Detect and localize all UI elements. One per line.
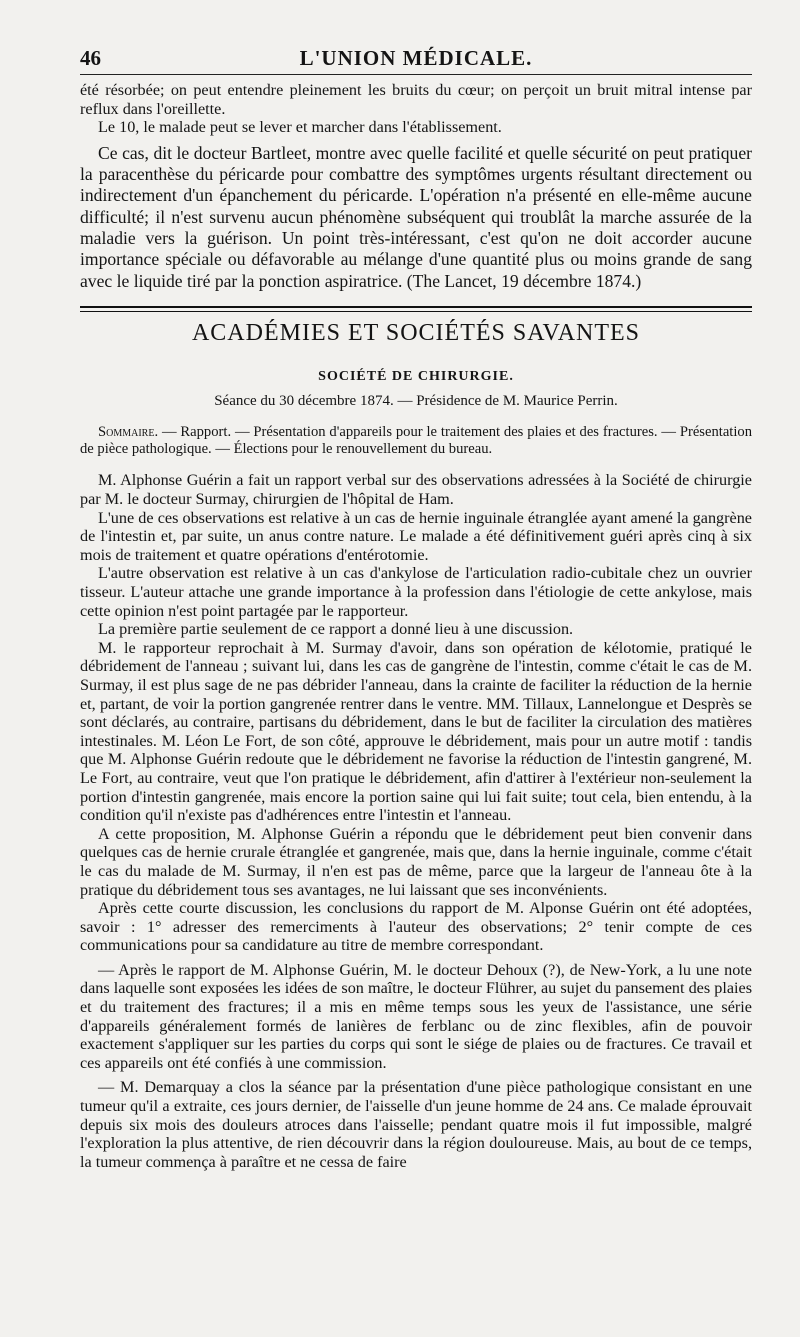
body-paragraph-5: M. le rapporteur reprochait à M. Surmay d'avoir, dans son opération de kélotomie, pratiqué le débridement de l'anneau ; suivant lui, dans les cas de gangrène de l'intestin, comme c'était le cas de M. Surmay, il est plus sage de ne pas débrider l'anneau, dans la crainte de faciliter la réduction de la hernie et, partant, de voir la portion gangrenée rentrer dans le ventre. MM. Tillaux, Lannelongue et Desprès se sont déclarés, au contraire, partisans du débridement, dans le but de faciliter la circulation des matières intestinales. M. Léon Le Fort, de son côté, approuve le débridement, mais pour un autre motif : tandis que M. Alphonse Guérin redoute que le débridement ne favorise la réduction de l'intestin gangrené, M. Le Fort, au contraire, veut que l'on pratique le débridement, afin d'attirer à l'extérieur non-seulement la portion d'intestin gangrenée, mais encore la portion saine qui lui fait suite; tout cela, bien entendu, à la condition qu'il n'existe pas d'adhérences entre l'intestin et l'anneau. (80, 638, 752, 825)
summary-label: Sommaire. (98, 423, 159, 440)
society-heading: SOCIÉTÉ DE CHIRURGIE. (318, 368, 514, 384)
intro-paragraph-2: Le 10, le malade peut se lever et marcher dans l'établissement. (98, 118, 502, 137)
body-paragraph-6: A cette proposition, M. Alphonse Guérin a répondu que le débridement peut bien convenir dans quelques cas de hernie crurale étranglée et gangrenée, mais que, dans la hernie inguinale, comme c'était le cas du malade de M. Surmay, il n'en est pas de même, parce que la largeur de l'anneau ôte à la pratique du débridement tous ses avantages, ne lui laissant que ses inconvénients. (80, 824, 752, 899)
body-paragraph-1: M. Alphonse Guérin a fait un rapport verbal sur des observations adressées à la Société de chirurgie par M. le docteur Surmay, chirurgien de l'hôpital de Ham. (80, 471, 752, 509)
section-divider (80, 306, 752, 312)
running-head (80, 38, 752, 72)
summary-text: — Rapport. — Présentation d'appareils pour le traitement des plaies et des fractures. — Présentation de pièce pathologique. — Élections pour le renouvellement du bureau. (80, 423, 752, 457)
body-paragraph-3: L'autre observation est relative à un cas d'ankylose de l'articulation radio-cubitale chez un ouvrier tisseur. L'auteur attache une grande importance à la profession dans l'étiologie de cette ankylose, mais cette opinion n'est point partagée par le rapporteur. (80, 564, 752, 620)
body-paragraph-2: L'une de ces observations est relative à un cas de hernie inguinale étranglée ayant amené la gangrène de l'intestin et, par suite, un anus contre nature. Le malade a été définitivement guéri après cinq à six mois de traitement et quatre opérations d'entérotomie. (80, 508, 752, 564)
body-paragraph-4: La première partie seulement de ce rapport a donné lieu à une discussion. (98, 620, 574, 639)
intro-paragraph-3: Ce cas, dit le docteur Bartleet, montre avec quelle facilité et quelle sécurité on peut pratiquer la paracenthèse du péricarde pour combattre des symptômes urgents résultant directement ou indirectement d'un épanchement du péricarde. L'opération n'a présenté en elle-même aucune difficulté; il n'est survenu aucun phénomène subséquent qui troublât la marche assurée de la maladie vers la guérison. Un point très-intéressant, c'est qu'on ne doit accorder aucune importance spéciale ou défavorable au mélange d'une quantité plus ou moins grande de sang avec le liquide tiré par la ponction aspiratrice. (The Lancet, 19 décembre 1874.) (80, 142, 752, 291)
header-rule (80, 74, 752, 75)
body-paragraph-9: — M. Demarquay a clos la séance par la présentation d'une pièce pathologique consistant en une tumeur qu'il a extraite, ces jours dernier, de l'aisselle d'un jeune homme de 24 ans. Ce malade éprouvait depuis six mois des douleurs atroces dans l'aisselle; pendant quatre mois il fut impossible, malgré l'exploration la plus attentive, de rien découvrir dans la région douloureuse. Mais, au bout de ce temps, la tumeur commença à paraître et ne cessa de faire (80, 1078, 752, 1171)
body-paragraph-7: Après cette courte discussion, les conclusions du rapport de M. Alponse Guérin ont été adoptées, savoir : 1° adresser des remerciments à l'auteur des observations; 2° tenir compte de ces communications pour sa candidature au titre de membre correspondant. (80, 899, 752, 955)
intro-paragraph-1: été résorbée; on peut entendre pleinement les bruits du cœur; on perçoit un bruit mitral intense par reflux dans l'oreillette. (80, 81, 752, 118)
summary (80, 424, 752, 458)
journal-title: L'UNION MÉDICALE. (299, 46, 533, 70)
body-paragraph-8: — Après le rapport de M. Alphonse Guérin, M. le docteur Dehoux (?), de New-York, a lu une note dans laquelle sont exposées les idées de son maître, le docteur Flührer, au sujet du pansement des plaies et du traitement des fractures; il a mis en même temps sous les yeux de l'assistance, une série d'appareils généralement formés de lanières de ferblanc ou de zinc flexibles, afin de pouvoir exactement s'appliquer sur les parties du corps qui sont le siége de plaies ou de fractures. Ce travail et ces appareils ont été confiés à une commission. (80, 960, 752, 1072)
page-number: 46 (80, 46, 101, 70)
seance-line: Séance du 30 décembre 1874. — Présidence de M. Maurice Perrin. (214, 392, 618, 409)
section-title: ACADÉMIES ET SOCIÉTÉS SAVANTES (191, 319, 641, 346)
